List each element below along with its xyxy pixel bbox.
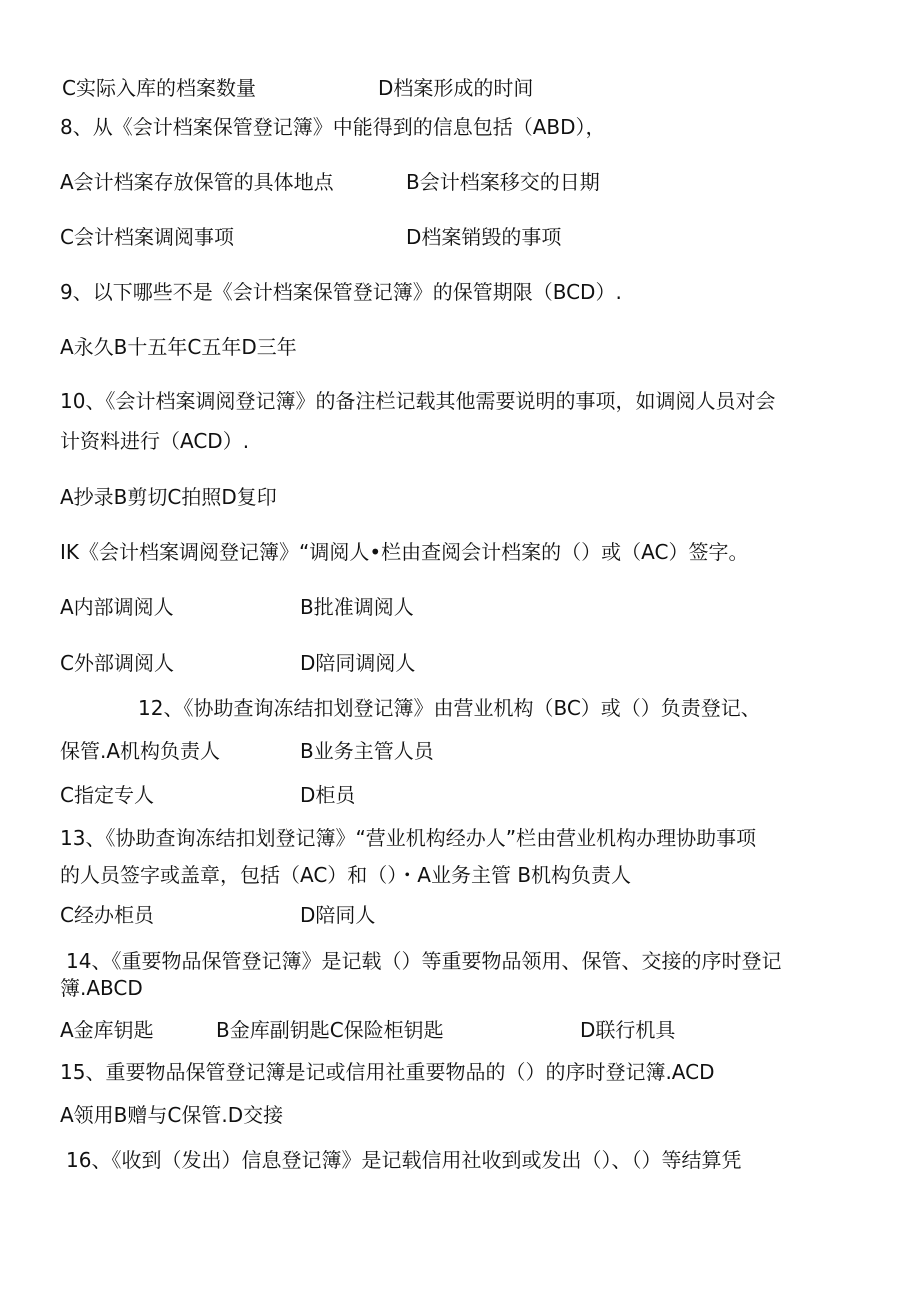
option-d: D档案形成的时间 bbox=[378, 76, 534, 100]
option-b: B会计档案移交的日期 bbox=[406, 170, 600, 194]
option-a: A金库钥匙 bbox=[60, 1018, 154, 1042]
question-text: 16、《收到（发出）信息登记簿》是记载信用社收到或发出（）、（）等结算凭 bbox=[66, 1148, 742, 1172]
question-text: 13、《协助查询冻结扣划登记簿》“营业机构经办人”栏由营业机构办理协助事项 bbox=[60, 826, 757, 850]
option-a: 保管.A机构负责人 bbox=[60, 739, 221, 763]
question-text: IK《会计档案调阅登记簿》“调阅人•栏由查阅会计档案的（）或（AC）签字。 bbox=[60, 540, 749, 564]
option-d: D档案销毁的事项 bbox=[406, 225, 562, 249]
question-text: 簿.ABCD bbox=[60, 976, 143, 1000]
option-d: D陪同人 bbox=[300, 903, 376, 927]
option-d: D联行机具 bbox=[580, 1018, 676, 1042]
question-text: 8、从《会计档案保管登记簿》中能得到的信息包括（ABD）， bbox=[60, 115, 606, 139]
option-d: D柜员 bbox=[300, 783, 356, 807]
question-text: 9、以下哪些不是《会计档案保管登记簿》的保管期限（BCD）. bbox=[60, 280, 622, 304]
question-text: 14、《重要物品保管登记簿》是记载（）等重要物品领用、保管、交接的序时登记 bbox=[66, 949, 782, 973]
options-text: A永久B十五年C五年D三年 bbox=[60, 335, 297, 359]
option-c: C会计档案调阅事项 bbox=[60, 225, 234, 249]
option-a: A内部调阅人 bbox=[60, 595, 174, 619]
question-text: 15、重要物品保管登记簿是记或信用社重要物品的（）的序时登记簿.ACD bbox=[60, 1060, 715, 1084]
question-text: 12、《协助查询冻结扣划登记簿》由营业机构（BC）或（）负责登记、 bbox=[138, 696, 761, 720]
question-text: 10、《会计档案调阅登记簿》的备注栏记载其他需要说明的事项，如调阅人员对会 bbox=[60, 389, 776, 413]
option-c: C外部调阅人 bbox=[60, 651, 174, 675]
option-c: C实际入库的档案数量 bbox=[62, 76, 256, 100]
option-d: D陪同调阅人 bbox=[300, 651, 416, 675]
option-c: C经办柜员 bbox=[60, 903, 154, 927]
options-text: A领用B赠与C保管.D交接 bbox=[60, 1103, 284, 1127]
option-c: C指定专人 bbox=[60, 783, 154, 807]
option-a: A会计档案存放保管的具体地点 bbox=[60, 170, 334, 194]
option-b: B批准调阅人 bbox=[300, 595, 414, 619]
option-bc: B金库副钥匙C保险柜钥匙 bbox=[216, 1018, 444, 1042]
question-text: 的人员签字或盖章，包括（AC）和（）・A业务主管 B机构负责人 bbox=[60, 863, 632, 887]
question-text: 计资料进行（ACD）. bbox=[60, 429, 250, 453]
option-b: B业务主管人员 bbox=[300, 739, 434, 763]
options-text: A抄录B剪切C拍照D复印 bbox=[60, 485, 277, 509]
